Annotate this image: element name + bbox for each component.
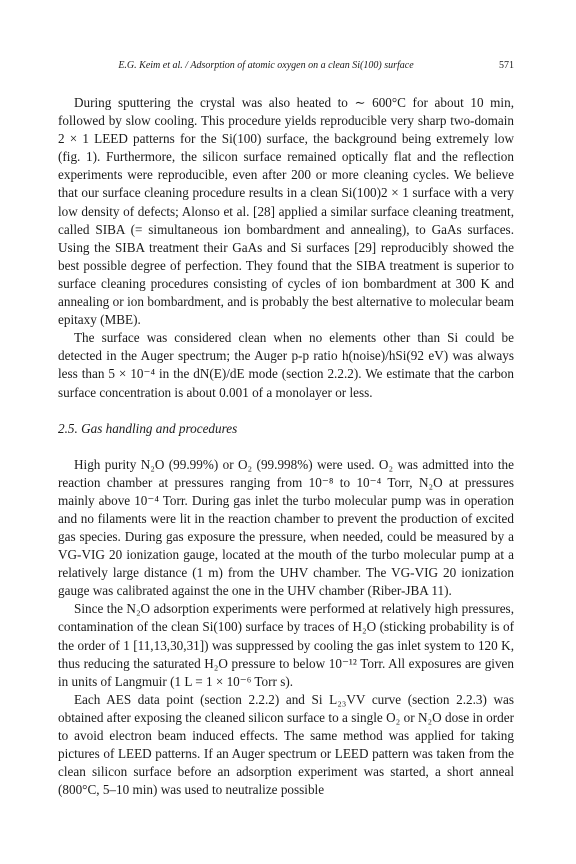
running-title: E.G. Keim et al. / Adsorption of atomic oxygen on a clean Si(100) surface	[118, 60, 414, 71]
paragraph-aes-data: Each AES data point (section 2.2.2) and Si L₂₃VV curve (section 2.2.3) was obtained after exposing the cleaned silicon surface to a single O₂ or N₂O dose in order to avoid electron beam induced effects. The same method was applied for taking pictures of LEED patterns. If an Auger spectrum or LEED pattern was taken from the clean silicon surface before an adsorption experiment was started, a short anneal (800°C, 5–10 min) was used to neutralize possible	[58, 691, 514, 798]
paragraph-sputtering: During sputtering the crystal was also heated to ∼ 600°C for about 10 min, followed by slow cooling. This procedure yields reproducible very sharp two-domain 2 × 1 LEED patterns for the Si(100) surface, the background being extremely low (fig. 1). Furthermore, the silicon surface remained optically flat and the reflection experiments were reproducible, even after 200 or more cleaning cycles. We believe that our surface cleaning procedure results in a clean Si(100)2 × 1 surface with a very low density of defects; Alonso et al. [28] applied a similar surface cleaning treatment, called SIBA (= simultaneous ion bombardment and annealing), to GaAs surfaces. Using the SIBA treatment their GaAs and Si surfaces [29] reproducibly showed the best possible degree of perfection. They found that the SIBA treatment is superior to surface cleaning procedures consisting of cycles of ion bombardment at 300 K and annealing or ion bombardment, and is probably the best alternative to molecular beam epitaxy (MBE).	[58, 95, 514, 328]
paragraph-gas-purity: High purity N₂O (99.99%) or O₂ (99.998%) were used. O₂ was admitted into the reaction chamber at pressures ranging from 10⁻⁸ to 10⁻⁴ Torr, N₂O at pressures mainly above 10⁻⁴ Torr. During gas inlet the turbo molecular pump was in operation and no filaments were lit in the reaction chamber to prevent the production of excited gas species. During gas exposure the pressure, when needed, could be measured by a VG-VIG 20 ionization gauge, located at the mouth of the turbo molecular pump at a relatively large distance (1 m) from the UHV chamber. The VG-VIG 20 ionization gauge was calibrated against the one in the UHV chamber (Riber-JBA 11).	[58, 456, 514, 599]
running-head	[58, 60, 514, 78]
section-heading-2-5: 2.5. Gas handling and procedures	[58, 420, 238, 436]
page-number: 571	[499, 60, 514, 71]
body-text	[58, 94, 514, 799]
journal-page	[58, 60, 514, 799]
paragraph-clean-criterion: The surface was considered clean when no elements other than Si could be detected in the Auger spectrum; the Auger p-p ratio h(noise)/hSi(92 eV) was always less than 5 × 10⁻⁴ in the dN(E)/dE mode (section 2.2.2). We estimate that the carbon surface concentration is about 0.001 of a monolayer or less.	[58, 330, 514, 400]
paragraph-n2o-adsorption: Since the N₂O adsorption experiments were performed at relatively high pressures, contamination of the clean Si(100) surface by traces of H₂O (sticking probability is of the order of 1 [11,13,30,31]) was suppressed by cooling the gas inlet system to 120 K, thus reducing the saturated H₂O pressure to below 10⁻¹² Torr. All exposures are given in units of Langmuir (1 L = 1 × 10⁻⁶ Torr s).	[58, 601, 514, 689]
